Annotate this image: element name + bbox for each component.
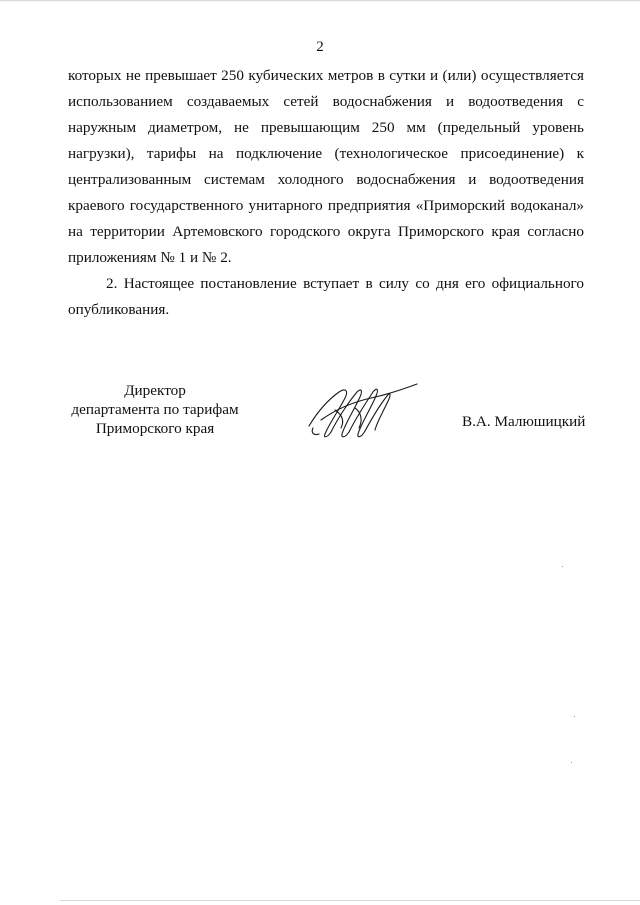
body-line: использованием создаваемых сетей водоснабжения и водоотведения с <box>68 93 584 110</box>
signer-position-line: Директор <box>124 382 186 399</box>
body-line: приложениям № 1 и № 2. <box>68 249 232 266</box>
handwritten-signature <box>305 380 425 442</box>
signer-position <box>66 381 244 438</box>
body-line: краевого государственного унитарного предприятия «Приморский водоканал» <box>68 197 584 214</box>
signer-position-line: департамента по тарифам <box>71 401 239 418</box>
body-line: нагрузки), тарифы на подключение (технологическое присоединение) к <box>68 145 584 162</box>
body-line: наружным диаметром, не превышающим 250 мм (предельный уровень <box>68 119 584 136</box>
paragraph-2-line: 2. Настоящее постановление вступает в силу со дня его официального <box>106 275 584 292</box>
signer-position-line: Приморского края <box>95 420 215 437</box>
paragraph-2-line: опубликования. <box>68 301 170 318</box>
body-line: которых не превышает 250 кубических метров в сутки и (или) осуществляется <box>68 67 584 84</box>
body-line: централизованным системам холодного водоснабжения и водоотведения <box>68 171 584 188</box>
body-line: на территории Артемовского городского округа Приморского края согласно <box>68 223 584 240</box>
page-number: 2 <box>316 39 324 55</box>
scan-edge-bottom <box>60 900 640 901</box>
signer-name: В.А. Малюшицкий <box>462 413 586 430</box>
scan-speck <box>571 762 572 763</box>
scan-speck <box>562 566 563 567</box>
scan-speck <box>574 716 575 717</box>
